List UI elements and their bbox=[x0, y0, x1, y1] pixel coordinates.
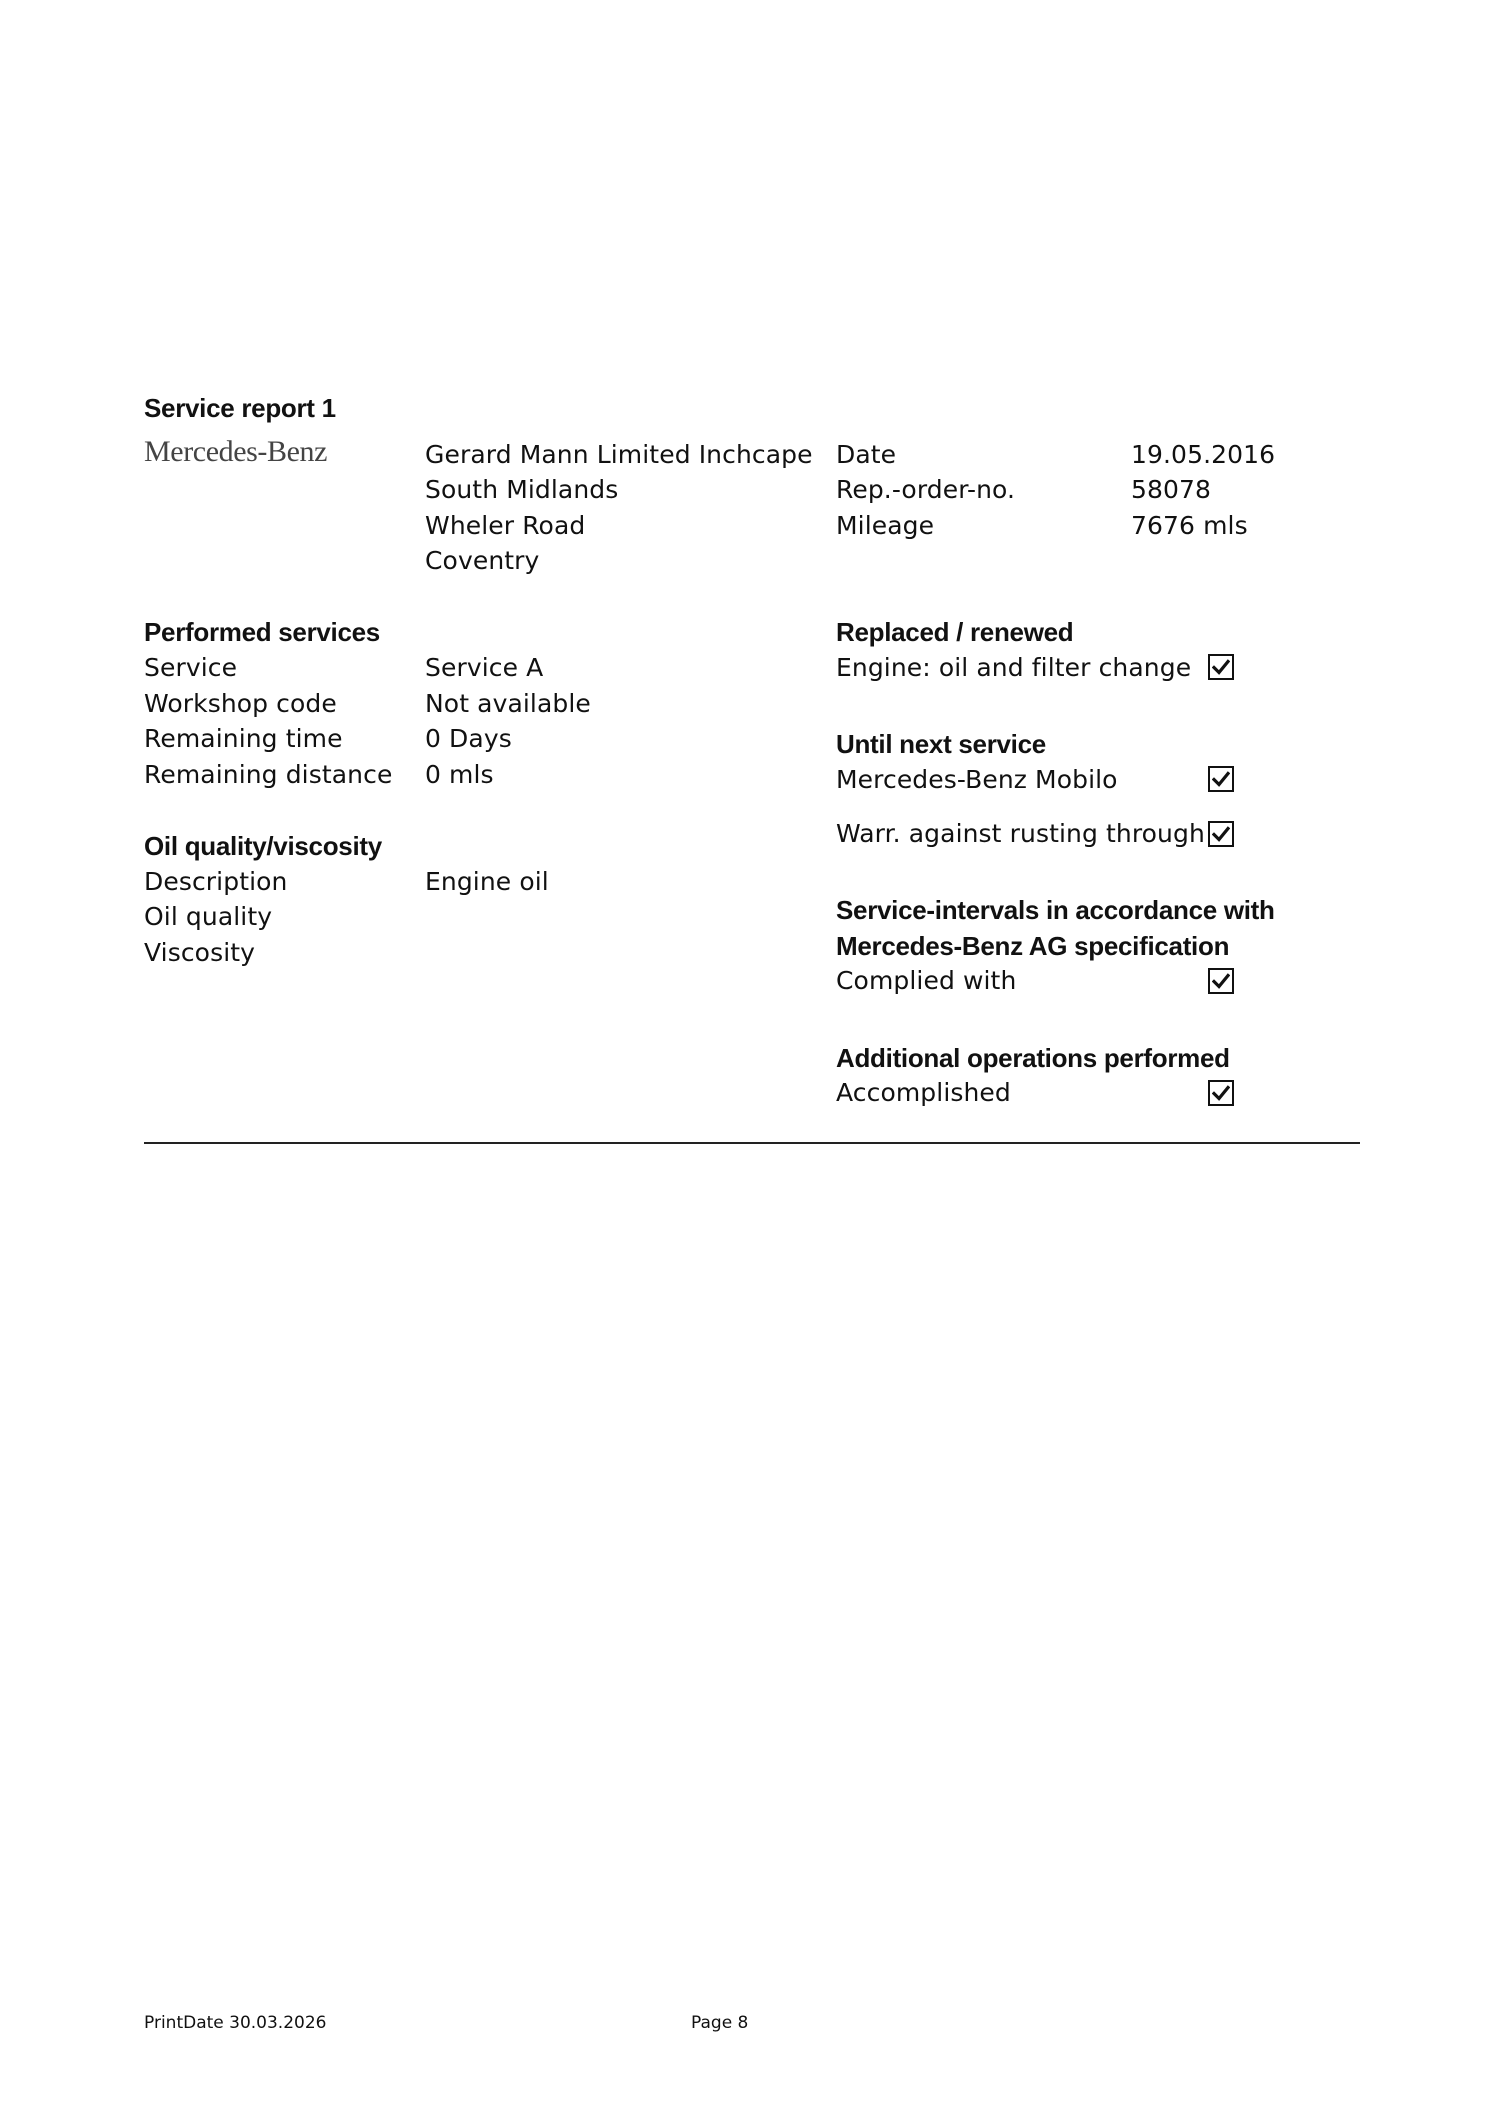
remaining-time-value: 0 Days bbox=[425, 724, 512, 753]
remaining-time-label: Remaining time bbox=[144, 724, 343, 753]
checkbox-checked-icon bbox=[1208, 968, 1234, 994]
service-intervals-heading-line1: Service-intervals in accordance with bbox=[836, 895, 1275, 925]
section-divider bbox=[144, 1142, 1360, 1144]
oil-filter-change-label: Engine: oil and filter change bbox=[836, 653, 1192, 682]
dealer-name: Gerard Mann Limited Inchcape bbox=[425, 440, 813, 469]
dealer-region: South Midlands bbox=[425, 475, 619, 504]
date-value: 19.05.2016 bbox=[1131, 440, 1276, 469]
until-next-service-heading: Until next service bbox=[836, 729, 1046, 759]
service-value: Service A bbox=[425, 653, 544, 682]
checkbox-checked-icon bbox=[1208, 766, 1234, 792]
rust-warranty-label: Warr. against rusting through bbox=[836, 819, 1205, 848]
replaced-renewed-heading: Replaced / renewed bbox=[836, 617, 1074, 647]
dealer-street: Wheler Road bbox=[425, 511, 586, 540]
service-label: Service bbox=[144, 653, 238, 682]
checkbox-checked-icon bbox=[1208, 821, 1234, 847]
oil-description-label: Description bbox=[144, 867, 288, 896]
workshop-code-value: Not available bbox=[425, 689, 591, 718]
page-number: Page 8 bbox=[691, 2013, 749, 2033]
dealer-city: Coventry bbox=[425, 546, 540, 575]
checkbox-checked-icon bbox=[1208, 654, 1234, 680]
performed-services-heading: Performed services bbox=[144, 617, 380, 647]
mileage-label: Mileage bbox=[836, 511, 935, 540]
remaining-distance-label: Remaining distance bbox=[144, 760, 393, 789]
service-intervals-heading-line2: Mercedes-Benz AG specification bbox=[836, 931, 1230, 961]
report-title: Service report 1 bbox=[144, 393, 336, 423]
oil-description-value: Engine oil bbox=[425, 867, 549, 896]
mobilo-label: Mercedes-Benz Mobilo bbox=[836, 765, 1118, 794]
order-number-value: 58078 bbox=[1131, 475, 1212, 504]
checkbox-checked-icon bbox=[1208, 1080, 1234, 1106]
complied-with-label: Complied with bbox=[836, 966, 1017, 995]
order-number-label: Rep.-order-no. bbox=[836, 475, 1016, 504]
oil-quality-label: Oil quality bbox=[144, 902, 273, 931]
mileage-value: 7676 mls bbox=[1131, 511, 1248, 540]
viscosity-label: Viscosity bbox=[144, 938, 256, 967]
brand-logo-text: Mercedes-Benz bbox=[144, 435, 328, 468]
accomplished-label: Accomplished bbox=[836, 1078, 1011, 1107]
remaining-distance-value: 0 mls bbox=[425, 760, 494, 789]
print-date: PrintDate 30.03.2026 bbox=[144, 2013, 327, 2033]
oil-quality-heading: Oil quality/viscosity bbox=[144, 831, 382, 861]
date-label: Date bbox=[836, 440, 897, 469]
workshop-code-label: Workshop code bbox=[144, 689, 337, 718]
additional-operations-heading: Additional operations performed bbox=[836, 1043, 1230, 1073]
